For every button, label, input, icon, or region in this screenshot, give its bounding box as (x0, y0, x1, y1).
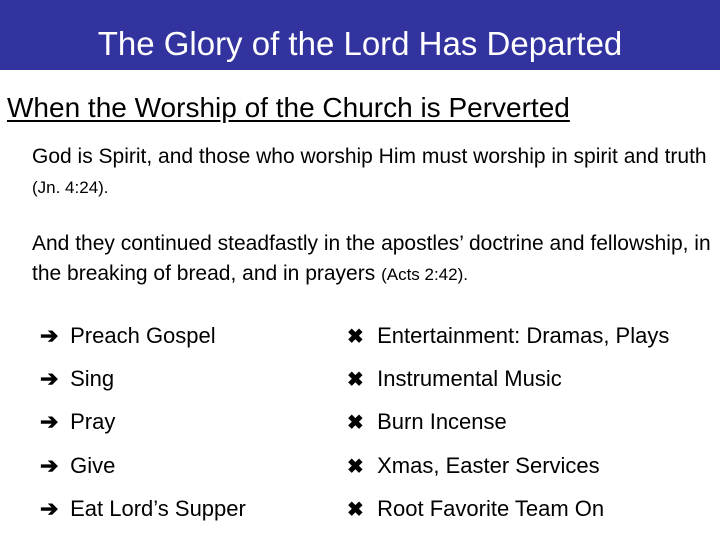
rejected-item (347, 449, 600, 484)
arrow-right-icon: ➔ (40, 496, 59, 521)
cross-icon: ✖ (347, 456, 364, 478)
rejected-item-label: Xmas, Easter Services (377, 453, 600, 478)
slide-subtitle: When the Worship of the Church is Perverted (7, 92, 570, 123)
rejected-item (347, 362, 562, 397)
comparison-row (0, 449, 720, 483)
rejected-item-label: Instrumental Music (377, 366, 562, 391)
rejected-item (347, 319, 669, 354)
rejected-item (347, 492, 604, 527)
approved-item-label: Preach Gospel (70, 323, 216, 348)
approved-item (40, 405, 115, 439)
scripture-citation: (Jn. 4:24). (32, 178, 109, 197)
comparison-row (0, 492, 720, 526)
rejected-item-label: Root Favorite Team On (377, 496, 605, 521)
approved-item (40, 449, 115, 483)
paragraph-text: God is Spirit, and those who worship Him must worship in spirit and truth (32, 145, 707, 168)
approved-item-label: Pray (70, 409, 116, 434)
approved-item-label: Sing (70, 366, 115, 391)
approved-item (40, 362, 114, 396)
rejected-item (347, 405, 507, 440)
approved-item-label: Eat Lord’s Supper (70, 496, 246, 521)
rejected-item-label: Burn Incense (377, 409, 507, 434)
approved-item (40, 319, 216, 353)
approved-item (40, 492, 246, 526)
comparison-row (0, 405, 720, 439)
comparison-row (0, 362, 720, 396)
title-bar (0, 0, 720, 70)
scripture-paragraph (32, 229, 712, 290)
cross-icon: ✖ (347, 326, 364, 348)
slide-title: The Glory of the Lord Has Departed (97, 25, 623, 62)
arrow-right-icon: ➔ (40, 409, 59, 434)
arrow-right-icon: ➔ (40, 453, 59, 478)
arrow-right-icon: ➔ (40, 366, 59, 391)
cross-icon: ✖ (347, 499, 364, 521)
cross-icon: ✖ (347, 412, 364, 434)
cross-icon: ✖ (347, 369, 364, 391)
scripture-paragraph (32, 142, 712, 203)
comparison-row (0, 319, 720, 353)
scripture-citation: (Acts 2:42). (381, 265, 468, 284)
rejected-item-label: Entertainment: Dramas, Plays (377, 323, 670, 348)
approved-item-label: Give (70, 453, 116, 478)
paragraph-text: And they continued steadfastly in the apostles’ doctrine and fellowship, in the breaking of bread, and in prayers (32, 232, 711, 285)
arrow-right-icon: ➔ (40, 323, 59, 348)
